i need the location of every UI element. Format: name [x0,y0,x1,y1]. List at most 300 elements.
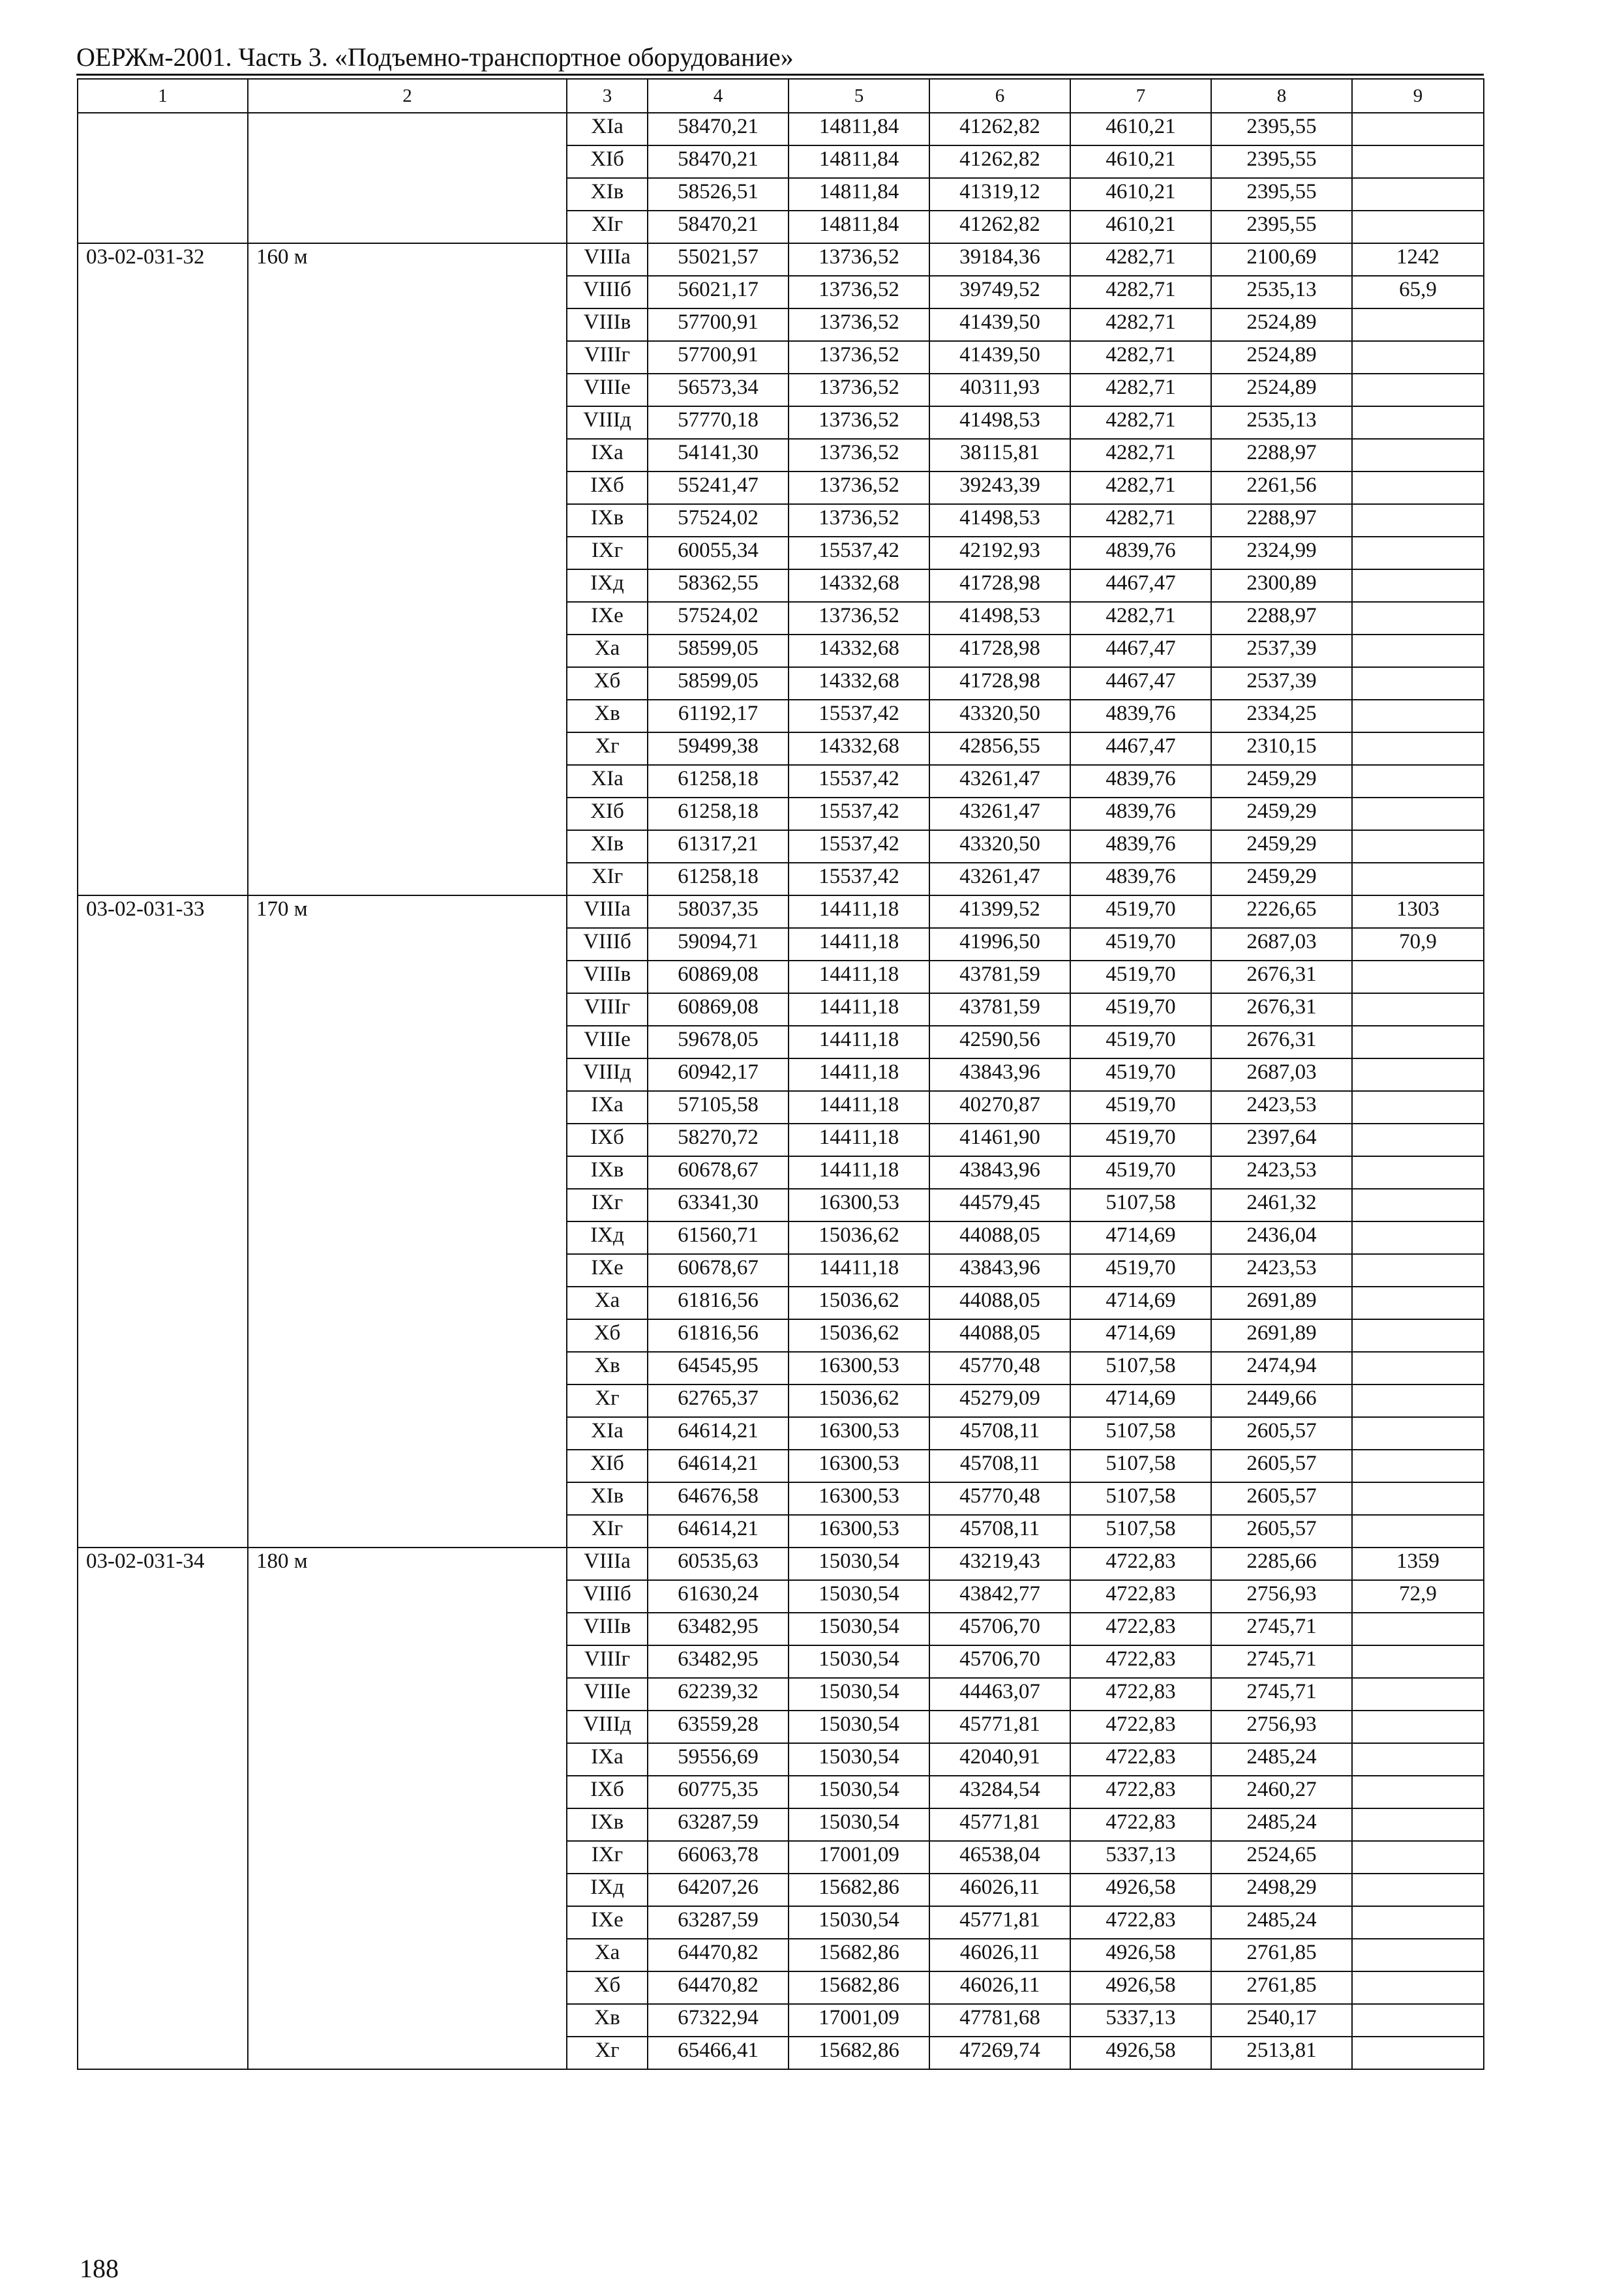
value-cell: 4519,70 [1070,993,1211,1026]
value-cell: 62765,37 [648,1384,789,1417]
column-number: 4 [648,79,789,113]
value-cell: 41996,50 [929,928,1070,961]
value-cell: 45279,09 [929,1384,1070,1417]
value-cell: 4926,58 [1070,2037,1211,2069]
value-cell: 2459,29 [1211,765,1352,798]
zone-cell: Xв [567,1352,648,1384]
zone-cell: IXв [567,1156,648,1189]
column-number: 1 [78,79,248,113]
zone-cell: XIб [567,145,648,178]
value-cell: 2395,55 [1211,145,1352,178]
value-cell: 15682,86 [789,1874,929,1906]
zone-cell: VIIIг [567,1645,648,1678]
value-cell: 4714,69 [1070,1384,1211,1417]
value-cell: 4610,21 [1070,178,1211,211]
item-code: 03-02-031-32 [78,243,248,895]
value-cell: 2745,71 [1211,1645,1352,1678]
extra-cell [1352,308,1484,341]
value-cell: 13736,52 [789,504,929,537]
value-cell: 2745,71 [1211,1613,1352,1645]
zone-cell: IXе [567,1254,648,1287]
value-cell: 16300,53 [789,1515,929,1548]
value-cell: 55021,57 [648,243,789,276]
value-cell: 2395,55 [1211,211,1352,243]
value-cell: 42590,56 [929,1026,1070,1058]
value-cell: 2676,31 [1211,1026,1352,1058]
value-cell: 2310,15 [1211,732,1352,765]
value-cell: 60775,35 [648,1776,789,1808]
value-cell: 2761,85 [1211,1971,1352,2004]
extra-cell [1352,1776,1484,1808]
value-cell: 2324,99 [1211,537,1352,569]
value-cell: 41728,98 [929,569,1070,602]
value-cell: 61258,18 [648,798,789,830]
value-cell: 4722,83 [1070,1678,1211,1711]
value-cell: 2334,25 [1211,700,1352,732]
header-rule [76,74,1484,76]
value-cell: 15030,54 [789,1743,929,1776]
value-cell: 14411,18 [789,961,929,993]
zone-cell: Xа [567,1287,648,1319]
item-code: 03-02-031-34 [78,1548,248,2069]
zone-cell: Xг [567,2037,648,2069]
value-cell: 2461,32 [1211,1189,1352,1221]
value-cell: 14332,68 [789,667,929,700]
value-cell: 60869,08 [648,993,789,1026]
extra-cell [1352,1058,1484,1091]
value-cell: 4839,76 [1070,537,1211,569]
value-cell: 4714,69 [1070,1287,1211,1319]
extra-cell [1352,1874,1484,1906]
value-cell: 46026,11 [929,1874,1070,1906]
value-cell: 43261,47 [929,798,1070,830]
value-cell: 2605,57 [1211,1417,1352,1450]
value-cell: 4926,58 [1070,1971,1211,2004]
value-cell: 57524,02 [648,602,789,635]
value-cell: 58362,55 [648,569,789,602]
zone-cell: VIIIд [567,406,648,439]
value-cell: 15682,86 [789,1971,929,2004]
value-cell: 63482,95 [648,1613,789,1645]
item-code: 03-02-031-33 [78,895,248,1548]
extra-cell [1352,1319,1484,1352]
value-cell: 2288,97 [1211,439,1352,471]
value-cell: 38115,81 [929,439,1070,471]
extra-cell [1352,1254,1484,1287]
value-cell: 4282,71 [1070,602,1211,635]
value-cell: 2513,81 [1211,2037,1352,2069]
value-cell: 64470,82 [648,1971,789,2004]
value-cell: 47781,68 [929,2004,1070,2037]
value-cell: 2691,89 [1211,1287,1352,1319]
value-cell: 2261,56 [1211,471,1352,504]
value-cell: 45771,81 [929,1711,1070,1743]
column-number: 7 [1070,79,1211,113]
item-description: 170 м [248,895,567,1548]
value-cell: 4519,70 [1070,1124,1211,1156]
zone-cell: Xг [567,732,648,765]
extra-cell [1352,635,1484,667]
column-number: 9 [1352,79,1484,113]
value-cell: 4282,71 [1070,471,1211,504]
zone-cell: IXе [567,602,648,635]
value-cell: 15682,86 [789,1939,929,1971]
zone-cell: VIIIа [567,243,648,276]
zone-cell: VIIIб [567,1580,648,1613]
value-cell: 4722,83 [1070,1776,1211,1808]
value-cell: 66063,78 [648,1841,789,1874]
zone-cell: IXа [567,1743,648,1776]
value-cell: 2300,89 [1211,569,1352,602]
value-cell: 4282,71 [1070,504,1211,537]
zone-cell: VIIIв [567,1613,648,1645]
value-cell: 43284,54 [929,1776,1070,1808]
value-cell: 59556,69 [648,1743,789,1776]
value-cell: 4519,70 [1070,1156,1211,1189]
zone-cell: IXд [567,1874,648,1906]
extra-cell [1352,504,1484,537]
value-cell: 58470,21 [648,211,789,243]
value-cell: 4722,83 [1070,1613,1211,1645]
value-cell: 2687,03 [1211,1058,1352,1091]
value-cell: 13736,52 [789,374,929,406]
value-cell: 16300,53 [789,1450,929,1482]
value-cell: 65466,41 [648,2037,789,2069]
value-cell: 14332,68 [789,635,929,667]
value-cell: 14411,18 [789,1091,929,1124]
value-cell: 64614,21 [648,1450,789,1482]
value-cell: 15537,42 [789,765,929,798]
value-cell: 2498,29 [1211,1874,1352,1906]
value-cell: 43320,50 [929,700,1070,732]
value-cell: 2423,53 [1211,1156,1352,1189]
zone-cell: XIа [567,765,648,798]
value-cell: 60942,17 [648,1058,789,1091]
zone-cell: IXг [567,537,648,569]
extra-cell: 1303 [1352,895,1484,928]
extra-cell [1352,798,1484,830]
value-cell: 56021,17 [648,276,789,308]
value-cell: 4467,47 [1070,635,1211,667]
value-cell: 14411,18 [789,895,929,928]
value-cell: 15537,42 [789,863,929,895]
value-cell: 5107,58 [1070,1482,1211,1515]
value-cell: 13736,52 [789,243,929,276]
value-cell: 4519,70 [1070,1058,1211,1091]
value-cell: 5337,13 [1070,1841,1211,1874]
value-cell: 14411,18 [789,928,929,961]
value-cell: 2226,65 [1211,895,1352,928]
value-cell: 4722,83 [1070,1808,1211,1841]
value-cell: 43842,77 [929,1580,1070,1613]
value-cell: 14332,68 [789,569,929,602]
value-cell: 5107,58 [1070,1352,1211,1384]
value-cell: 59094,71 [648,928,789,961]
value-cell: 13736,52 [789,471,929,504]
value-cell: 15537,42 [789,700,929,732]
value-cell: 14411,18 [789,1124,929,1156]
value-cell: 42856,55 [929,732,1070,765]
value-cell: 2605,57 [1211,1515,1352,1548]
extra-cell [1352,406,1484,439]
zone-cell: VIIIе [567,1026,648,1058]
value-cell: 43219,43 [929,1548,1070,1580]
zone-cell: Xа [567,1939,648,1971]
value-cell: 44579,45 [929,1189,1070,1221]
extra-cell [1352,1613,1484,1645]
value-cell: 5107,58 [1070,1189,1211,1221]
extra-cell [1352,2004,1484,2037]
value-cell: 63341,30 [648,1189,789,1221]
value-cell: 4282,71 [1070,243,1211,276]
value-cell: 2485,24 [1211,1743,1352,1776]
value-cell: 2423,53 [1211,1254,1352,1287]
value-cell: 4282,71 [1070,439,1211,471]
value-cell: 14811,84 [789,178,929,211]
zone-cell: IXб [567,471,648,504]
value-cell: 13736,52 [789,602,929,635]
extra-cell [1352,569,1484,602]
value-cell: 4926,58 [1070,1939,1211,1971]
value-cell: 2540,17 [1211,2004,1352,2037]
value-cell: 4722,83 [1070,1645,1211,1678]
value-cell: 64614,21 [648,1515,789,1548]
extra-cell [1352,667,1484,700]
value-cell: 2288,97 [1211,504,1352,537]
value-cell: 57700,91 [648,308,789,341]
value-cell: 61560,71 [648,1221,789,1254]
value-cell: 2535,13 [1211,406,1352,439]
value-cell: 45708,11 [929,1515,1070,1548]
value-cell: 59678,05 [648,1026,789,1058]
zone-cell: IXд [567,569,648,602]
value-cell: 2524,89 [1211,374,1352,406]
zone-cell: XIг [567,1515,648,1548]
value-cell: 39749,52 [929,276,1070,308]
zone-cell: XIв [567,830,648,863]
value-cell: 41498,53 [929,406,1070,439]
extra-cell [1352,1156,1484,1189]
extra-cell [1352,1841,1484,1874]
zone-cell: IXб [567,1124,648,1156]
extra-cell [1352,1971,1484,2004]
value-cell: 15030,54 [789,1645,929,1678]
zone-cell: VIIIб [567,928,648,961]
value-cell: 2537,39 [1211,667,1352,700]
extra-cell [1352,439,1484,471]
extra-cell: 1359 [1352,1548,1484,1580]
value-cell: 2761,85 [1211,1939,1352,1971]
page-number: 188 [80,2254,119,2283]
value-cell: 46026,11 [929,1939,1070,1971]
extra-cell: 1242 [1352,243,1484,276]
value-cell: 14332,68 [789,732,929,765]
value-cell: 55241,47 [648,471,789,504]
extra-cell [1352,1417,1484,1450]
value-cell: 13736,52 [789,439,929,471]
value-cell: 5107,58 [1070,1515,1211,1548]
value-cell: 2459,29 [1211,863,1352,895]
table-row [78,243,1484,276]
value-cell: 4467,47 [1070,732,1211,765]
zone-cell: IXг [567,1189,648,1221]
zone-cell: VIIIе [567,374,648,406]
value-cell: 45771,81 [929,1808,1070,1841]
value-cell: 41262,82 [929,113,1070,145]
value-cell: 4467,47 [1070,569,1211,602]
extra-cell [1352,765,1484,798]
value-cell: 43843,96 [929,1156,1070,1189]
zone-cell: IXе [567,1906,648,1939]
value-cell: 4519,70 [1070,961,1211,993]
value-cell: 40270,87 [929,1091,1070,1124]
value-cell: 15036,62 [789,1287,929,1319]
extra-cell [1352,1221,1484,1254]
value-cell: 43781,59 [929,961,1070,993]
value-cell: 2745,71 [1211,1678,1352,1711]
zone-cell: VIIIв [567,308,648,341]
value-cell: 4282,71 [1070,308,1211,341]
value-cell: 15036,62 [789,1221,929,1254]
zone-cell: XIа [567,1417,648,1450]
item-description: 160 м [248,243,567,895]
value-cell: 2524,65 [1211,1841,1352,1874]
zone-cell: VIIIг [567,341,648,374]
value-cell: 60055,34 [648,537,789,569]
value-cell: 67322,94 [648,2004,789,2037]
value-cell: 57700,91 [648,341,789,374]
value-cell: 2691,89 [1211,1319,1352,1352]
zone-cell: XIг [567,863,648,895]
value-cell: 41498,53 [929,504,1070,537]
value-cell: 15030,54 [789,1711,929,1743]
page-header-title: ОЕРЖм-2001. Часть 3. «Подъемно-транспортное оборудование» [76,42,794,72]
value-cell: 4926,58 [1070,1874,1211,1906]
extra-cell [1352,178,1484,211]
value-cell: 2524,89 [1211,341,1352,374]
extra-cell [1352,863,1484,895]
extra-cell [1352,341,1484,374]
value-cell: 5107,58 [1070,1450,1211,1482]
value-cell: 4839,76 [1070,700,1211,732]
value-cell: 14411,18 [789,1058,929,1091]
value-cell: 4282,71 [1070,374,1211,406]
extra-cell [1352,830,1484,863]
value-cell: 4282,71 [1070,406,1211,439]
extra-cell [1352,471,1484,504]
value-cell: 44088,05 [929,1221,1070,1254]
value-cell: 41262,82 [929,211,1070,243]
value-cell: 41728,98 [929,635,1070,667]
value-cell: 42192,93 [929,537,1070,569]
value-cell: 4839,76 [1070,765,1211,798]
value-cell: 4722,83 [1070,1906,1211,1939]
value-cell: 4610,21 [1070,113,1211,145]
value-cell: 15030,54 [789,1808,929,1841]
value-cell: 60869,08 [648,961,789,993]
value-cell: 2605,57 [1211,1482,1352,1515]
value-cell: 14411,18 [789,1026,929,1058]
value-cell: 15030,54 [789,1678,929,1711]
zone-cell: VIIIв [567,961,648,993]
value-cell: 2395,55 [1211,178,1352,211]
value-cell: 4519,70 [1070,1254,1211,1287]
zone-cell: VIIIд [567,1058,648,1091]
extra-cell [1352,1091,1484,1124]
value-cell: 59499,38 [648,732,789,765]
value-cell: 41319,12 [929,178,1070,211]
column-number-row [78,79,1484,113]
extra-cell [1352,1808,1484,1841]
value-cell: 2537,39 [1211,635,1352,667]
value-cell: 16300,53 [789,1417,929,1450]
extra-cell [1352,1645,1484,1678]
value-cell: 15537,42 [789,830,929,863]
value-cell: 2676,31 [1211,961,1352,993]
value-cell: 43843,96 [929,1058,1070,1091]
value-cell: 43781,59 [929,993,1070,1026]
table-body [78,79,1484,2069]
zone-cell: IXг [567,1841,648,1874]
zone-cell: XIв [567,178,648,211]
value-cell: 43261,47 [929,765,1070,798]
column-number: 2 [248,79,567,113]
zone-cell: XIб [567,1450,648,1482]
value-cell: 5107,58 [1070,1417,1211,1450]
value-cell: 41498,53 [929,602,1070,635]
value-cell: 57524,02 [648,504,789,537]
value-cell: 4610,21 [1070,211,1211,243]
value-cell: 46538,04 [929,1841,1070,1874]
value-cell: 4467,47 [1070,667,1211,700]
value-cell: 39243,39 [929,471,1070,504]
value-cell: 64614,21 [648,1417,789,1450]
rates-table [77,78,1484,2070]
value-cell: 2459,29 [1211,798,1352,830]
value-cell: 58599,05 [648,667,789,700]
value-cell: 57105,58 [648,1091,789,1124]
value-cell: 2100,69 [1211,243,1352,276]
value-cell: 45706,70 [929,1613,1070,1645]
value-cell: 2460,27 [1211,1776,1352,1808]
value-cell: 4722,83 [1070,1711,1211,1743]
zone-cell: XIг [567,211,648,243]
extra-cell [1352,732,1484,765]
value-cell: 44088,05 [929,1287,1070,1319]
value-cell: 15030,54 [789,1580,929,1613]
zone-cell: XIв [567,1482,648,1515]
value-cell: 4839,76 [1070,798,1211,830]
value-cell: 60678,67 [648,1254,789,1287]
extra-cell [1352,1678,1484,1711]
zone-cell: IXд [567,1221,648,1254]
value-cell: 17001,09 [789,2004,929,2037]
value-cell: 4722,83 [1070,1548,1211,1580]
zone-cell: Xв [567,700,648,732]
value-cell: 4714,69 [1070,1319,1211,1352]
value-cell: 15030,54 [789,1776,929,1808]
item-description: 180 м [248,1548,567,2069]
value-cell: 13736,52 [789,341,929,374]
extra-cell [1352,1026,1484,1058]
extra-cell [1352,1711,1484,1743]
zone-cell: IXв [567,1808,648,1841]
value-cell: 2524,89 [1211,308,1352,341]
value-cell: 43843,96 [929,1254,1070,1287]
value-cell: 4519,70 [1070,895,1211,928]
value-cell: 41439,50 [929,308,1070,341]
value-cell: 2285,66 [1211,1548,1352,1580]
